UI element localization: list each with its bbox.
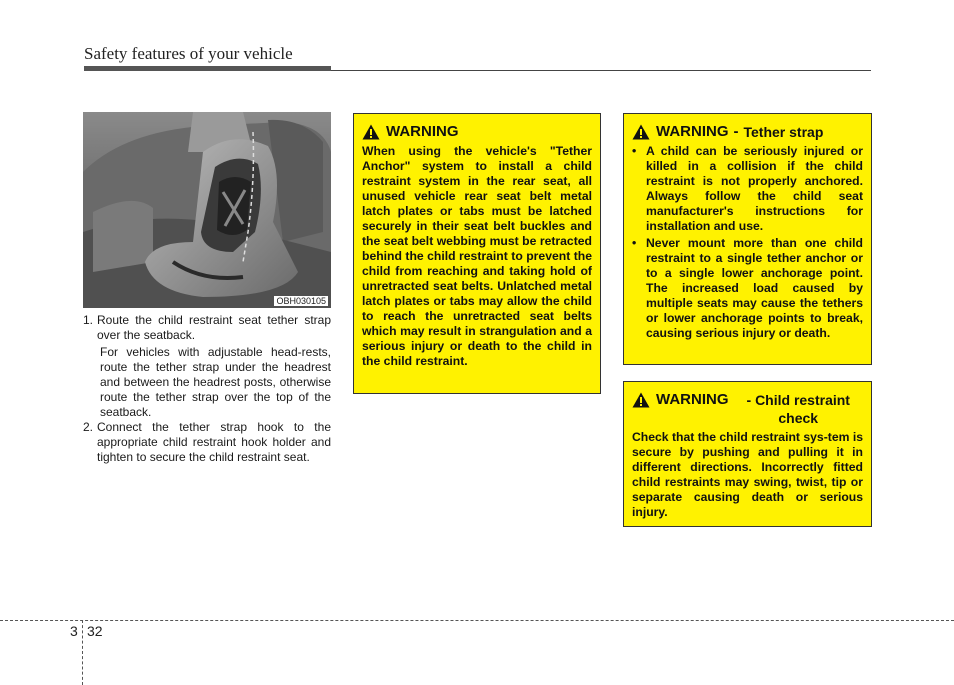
list-item: • A child can be seriously injured or killed in a collision if the child restraint is not properly anchored. Always follow the child seat manufacturer's instructions for installation and use. (632, 144, 863, 233)
warning-heading (632, 123, 863, 141)
step-2-text: Connect the tether strap hook to the appropriate child restraint hook holder and tighten to secure the child restraint seat. (97, 420, 331, 464)
warning-title: WARNING (656, 391, 729, 408)
step-2 (83, 420, 331, 465)
warning-title: WARNING (656, 123, 729, 140)
warning-heading (362, 123, 592, 141)
warning-box-child-restraint-check (623, 381, 872, 527)
warning-triangle-icon (632, 124, 650, 140)
footer-divider (0, 620, 954, 621)
step-1-number: 1. (83, 313, 94, 327)
figure-code: OBH030105 (276, 296, 326, 306)
step-1 (83, 313, 331, 343)
installation-steps (83, 313, 331, 465)
header-rule-thick (84, 66, 331, 71)
page-number: 32 (87, 623, 103, 639)
warning-triangle-icon (632, 392, 650, 408)
bullet-icon: • (632, 236, 637, 250)
warning-title-dash: - (733, 123, 739, 140)
step-1-text: Route the child restraint seat tether strap over the seatback. (97, 313, 331, 342)
warning-heading (632, 391, 863, 427)
warning-subtitle: Tether strap (743, 124, 824, 140)
warning-title: WARNING (386, 123, 459, 140)
section-title: Safety features of your vehicle (84, 44, 293, 63)
child-seat-illustration (83, 112, 331, 308)
warning-box-tether-anchor (353, 113, 601, 394)
list-item: • Never mount more than one child restraint to a single tether anchor or to a single lower anchorage point. The increased load caused by multiple seats may cause the tethers or lower anchorage points to break, causing serious injury or death. (632, 236, 863, 340)
child-seat-photo (83, 112, 331, 308)
warning-body: When using the vehicle's "Tether Anchor" system to install a child restraint system in the rear seat, all unused vehicle rear seat belt metal latch plates or tabs must be latched securely in their seat belt buckles and the seat belt webbing must be retracted behind the child restraint to prevent the child from reaching and taking hold of unretracted seat belts. Unlatched metal latch plates or tabs may allow the child to reach the unretracted seat belts which may result in strangulation and a serious injury or death to the child in the child restraint. (362, 144, 592, 368)
warning-triangle-icon (362, 124, 380, 140)
bullet-icon: • (632, 144, 637, 158)
footer-vertical-divider (82, 620, 83, 685)
chapter-number: 3 (70, 623, 78, 639)
warning-box-tether-strap (623, 113, 872, 365)
step-2-number: 2. (83, 420, 94, 434)
step-1-subnote: For vehicles with adjustable head-rests, route the tether strap under the headrest and between the headrest posts, otherwise route the tether strap over the top of the seatback. (100, 345, 331, 419)
header-rule-thin (331, 70, 871, 71)
warning-bullet-list (632, 144, 863, 341)
warning-body: Check that the child restraint sys-tem is secure by pushing and pulling it in different directions. Incorrectly fitted child restraints may swing, twist, tip or separate causing death or serious injury. (632, 430, 863, 519)
warning-subtitle: - Child restraint check (746, 392, 850, 426)
